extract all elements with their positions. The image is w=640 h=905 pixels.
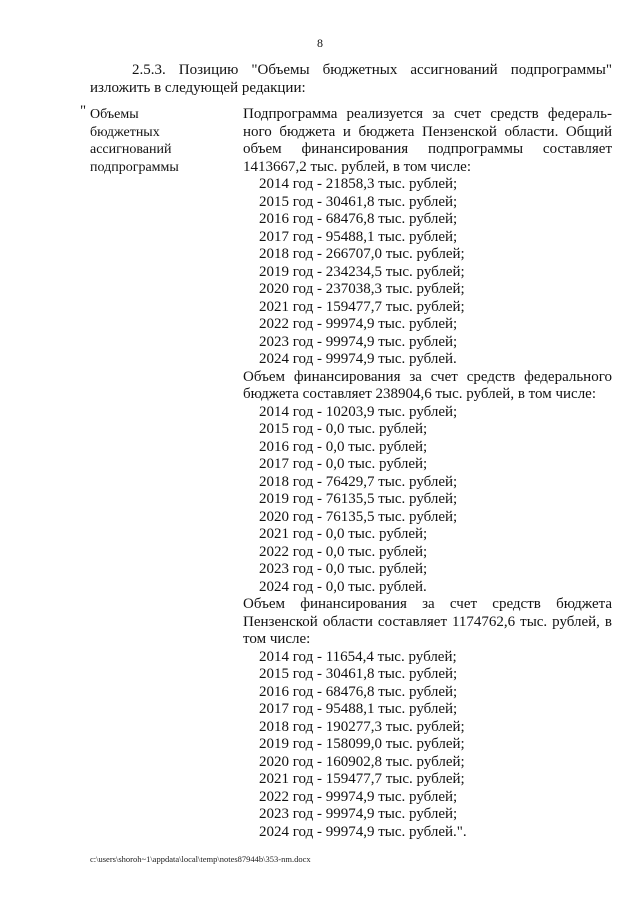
federal-funding-text: Объем финансирования за счет средств федерального бюджета составляет 238904,6 тыс. рублей, в том числе: — [243, 368, 612, 402]
year-item: 2015 год - 30461,8 тыс. рублей; — [259, 193, 458, 210]
year-item: 2024 год - 99974,9 тыс. рублей. — [259, 351, 457, 367]
year-item: 2016 год - 68476,8 тыс. рублей; — [259, 683, 458, 700]
intro-paragraph — [90, 62, 612, 97]
year-item: 2020 год - 160902,8 тыс. рублей; — [259, 753, 465, 770]
label-line: ассигнований — [90, 142, 172, 157]
page-number: 8 — [317, 36, 323, 50]
year-item: 2022 год - 99974,9 тыс. рублей; — [259, 316, 458, 332]
year-item: 2024 год - 0,0 тыс. рублей. — [259, 578, 427, 595]
year-item: 2021 год - 0,0 тыс. рублей; — [259, 526, 428, 542]
year-item: 2019 год - 158099,0 тыс. рублей; — [259, 736, 465, 752]
year-item: 2014 год - 10203,9 тыс. рублей; — [259, 403, 458, 420]
total-year-list — [243, 176, 612, 369]
regional-funding-text: Объем финансирования за счет средств бюджета Пензенской области составляет 1174762,6 тыс. рублей, в том числе: — [243, 596, 612, 647]
year-item: 2023 год - 99974,9 тыс. рублей; — [259, 333, 458, 350]
year-item: 2015 год - 0,0 тыс. рублей; — [259, 421, 428, 437]
year-item: 2016 год - 68476,8 тыс. рублей; — [259, 211, 458, 227]
year-item: 2020 год - 76135,5 тыс. рублей; — [259, 508, 458, 525]
year-item: 2023 год - 0,0 тыс. рублей; — [259, 561, 428, 577]
file-path-footer: c:\users\shoroh~1\appdata\local\temp\notes87944b\353-nm.docx — [90, 854, 311, 864]
funding-description — [243, 106, 612, 841]
year-item: 2017 год - 95488,1 тыс. рублей; — [259, 701, 458, 717]
year-item: 2023 год - 99974,9 тыс. рублей; — [259, 806, 458, 822]
label-line: подпрограммы — [90, 159, 179, 175]
regional-year-list — [243, 649, 612, 842]
position-label — [90, 106, 230, 176]
year-item: 2014 год - 11654,4 тыс. рублей; — [259, 648, 457, 665]
label-line: бюджетных — [90, 124, 160, 140]
year-item: 2022 год - 0,0 тыс. рублей; — [259, 543, 428, 560]
year-item: 2016 год - 0,0 тыс. рублей; — [259, 438, 428, 455]
year-item: 2020 год - 237038,3 тыс. рублей; — [259, 281, 465, 297]
total-funding-text: Подпрограмма реализуется за счет средств федераль-ного бюджета и бюджета Пензенской области. Общий объем финансирования подпрограммы составляет 1413667,2 тыс. рублей, в том числе: — [243, 106, 612, 175]
year-item: 2018 год - 76429,7 тыс. рублей; — [259, 473, 458, 490]
year-item: 2019 год - 76135,5 тыс. рублей; — [259, 491, 458, 507]
label-line: Объемы — [90, 107, 139, 122]
open-quote: " — [80, 103, 87, 119]
intro-line-2: изложить в следующей редакции: — [90, 79, 306, 96]
intro-line-1: 2.5.3. Позицию "Объемы бюджетных ассигнований подпрограммы" — [132, 62, 612, 78]
year-item: 2022 год - 99974,9 тыс. рублей; — [259, 788, 458, 805]
year-item: 2015 год - 30461,8 тыс. рублей; — [259, 666, 458, 682]
federal-year-list — [243, 404, 612, 597]
year-item: 2017 год - 0,0 тыс. рублей; — [259, 456, 428, 472]
year-item: 2018 год - 190277,3 тыс. рублей; — [259, 718, 465, 735]
year-item: 2017 год - 95488,1 тыс. рублей; — [259, 228, 458, 245]
year-item: 2019 год - 234234,5 тыс. рублей; — [259, 263, 465, 280]
year-item: 2018 год - 266707,0 тыс. рублей; — [259, 246, 465, 262]
year-item: 2014 год - 21858,3 тыс. рублей; — [259, 176, 458, 192]
year-item: 2024 год - 99974,9 тыс. рублей.". — [259, 823, 467, 840]
year-item: 2021 год - 159477,7 тыс. рублей; — [259, 771, 465, 787]
year-item: 2021 год - 159477,7 тыс. рублей; — [259, 298, 465, 315]
